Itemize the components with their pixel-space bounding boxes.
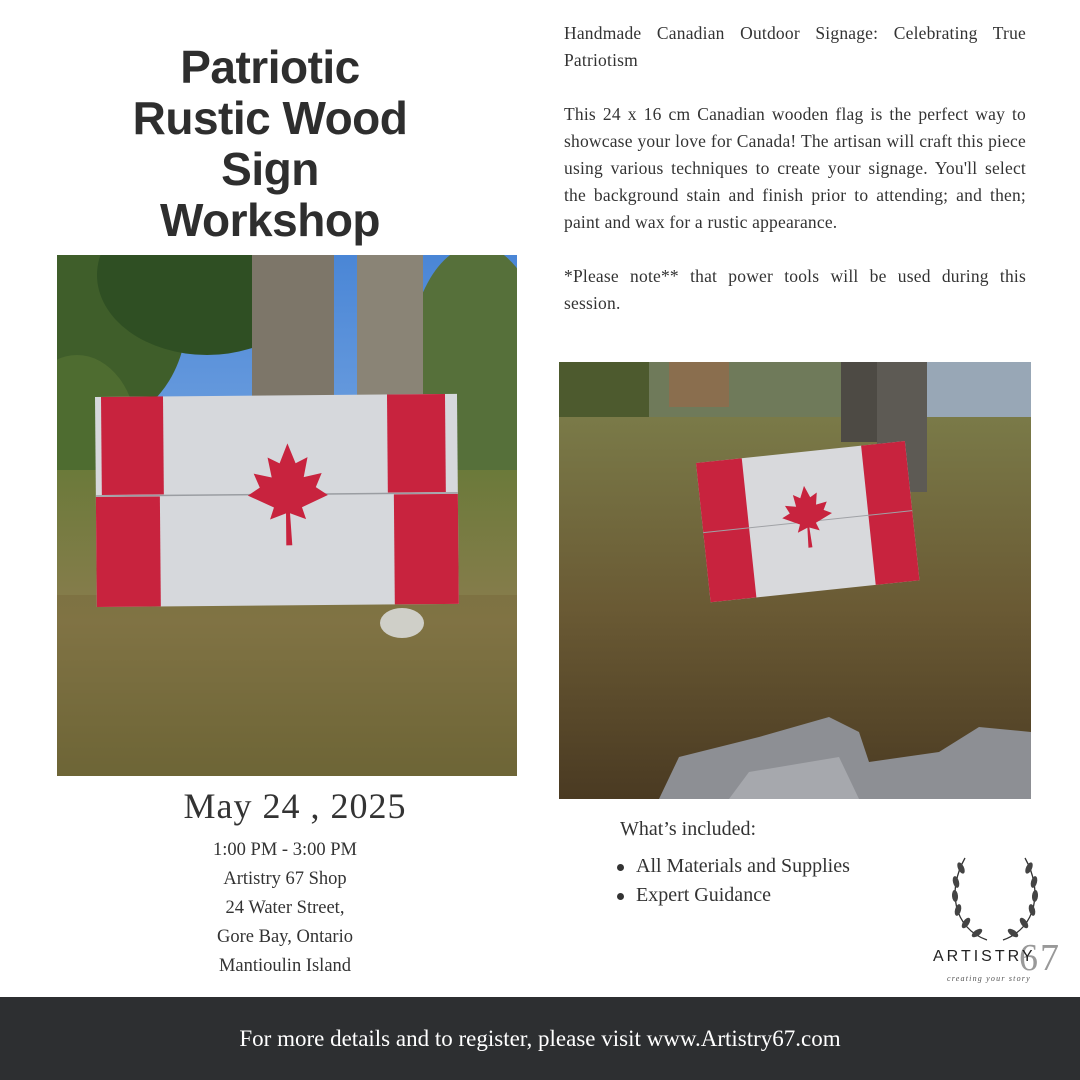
description-heading: Handmade Canadian Outdoor Signage: Celebrating True Patriotism xyxy=(564,23,1026,70)
laurel-wreath-icon xyxy=(925,848,1065,948)
event-venue: Artistry 67 Shop xyxy=(223,869,347,889)
event-city: Gore Bay, Ontario xyxy=(217,927,353,947)
title-line-2: Rustic Wood xyxy=(132,92,408,144)
title-line-4: Workshop xyxy=(159,194,381,246)
title-line-3: Sign xyxy=(221,143,319,195)
included-list xyxy=(614,852,850,910)
artistry67-logo xyxy=(925,848,1065,988)
workshop-title xyxy=(100,42,440,246)
event-time: 1:00 PM - 3:00 PM xyxy=(213,840,357,860)
event-street: 24 Water Street, xyxy=(225,898,345,918)
included-item: All Materials and Supplies xyxy=(614,852,850,881)
event-island: Mantioulin Island xyxy=(218,956,352,976)
flag-photo-lawn xyxy=(559,362,1031,799)
logo-number: 67 xyxy=(1019,937,1061,979)
register-link-text[interactable]: For more details and to register, please visit www.Artistry67.com xyxy=(239,1025,841,1051)
event-details xyxy=(185,836,385,981)
description-body: This 24 x 16 cm Canadian wooden flag is the perfect way to showcase your love for Canada! The artisan will craft this piece using various techniques to create your signage. You'll select the background stain and finish prior to attending; and then; paint and wax for a rustic appearance. xyxy=(564,104,1026,232)
event-date: May 24 , 2025 xyxy=(183,786,407,826)
logo-name: ARTISTRY xyxy=(933,948,1036,965)
included-heading: What’s included: xyxy=(620,818,757,840)
flag-photo-trees xyxy=(57,255,517,776)
included-item: Expert Guidance xyxy=(614,881,850,910)
logo-tagline: creating your story xyxy=(947,974,1031,983)
footer-bar xyxy=(0,997,1080,1080)
title-line-1: Patriotic xyxy=(180,41,360,93)
description-note: *Please note** that power tools will be used during this session. xyxy=(564,266,1026,313)
workshop-description xyxy=(564,20,1026,344)
